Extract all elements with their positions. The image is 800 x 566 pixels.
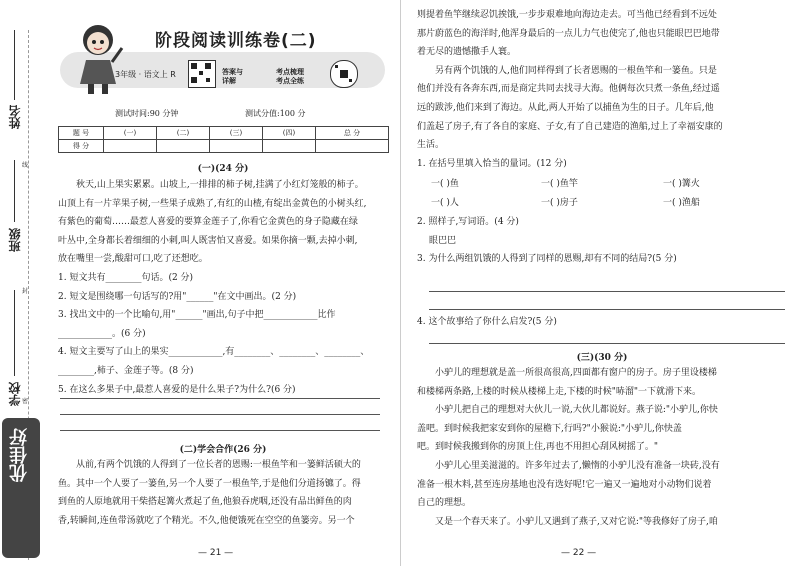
passage-line: 到鱼的人原地就用干柴搭起篝火煮起了鱼,他狼吞虎咽,还没有品出鲜鱼的肉 (58, 497, 352, 508)
score-table-score-row (59, 140, 389, 153)
passage-line: 他们并没有各奔东西,而是商定共同去找寻大海。他俩每次只煮一条鱼,经过遥 (417, 84, 720, 95)
score-cell: (一) (104, 127, 157, 140)
passage-line: 放在嘴里一尝,酸甜可口,吃了还想吃。 (58, 254, 208, 265)
passage-line: 小驴儿的理想就是盖一所很高很高,四面都有窗户的房子。房子里设楼梯 (435, 368, 717, 378)
score-entry-cell[interactable] (316, 140, 389, 153)
answer-line[interactable] (429, 343, 785, 344)
answer-label-line2: 详解 (222, 77, 236, 85)
seal-tag-line: 线 (22, 162, 29, 169)
question-4: 4. 短文主要写了山上的果实____________,有________、________、________、 (58, 347, 370, 358)
measure-word-item[interactable]: 一( )渔船 (663, 198, 700, 208)
passage-line: 着无尽的遗憾撒手人寰。 (417, 47, 517, 58)
measure-word-item[interactable]: 一( )鱼 (431, 179, 459, 189)
passage-line: 山顶上有一片苹果子树,一些果子成熟了,有红的山楂,有绽出金黄色的小树头红, (58, 198, 367, 209)
qr-code-round-icon (330, 60, 358, 88)
score-cell: (四) (263, 127, 316, 140)
worksheet-title: 阶段阅读训练卷(二) (155, 31, 317, 51)
score-cell: 总 分 (316, 127, 389, 140)
passage-line: 小驴儿把自己的理想对大伙儿一说,大伙儿都说好。燕子说:"小驴儿,你快 (435, 405, 718, 416)
question-1: 1. 短文共有________句话。(2 分) (58, 272, 194, 283)
question-5: 5. 在这么多果子中,最惹人喜爱的是什么果子?为什么?(6 分) (58, 384, 296, 395)
passage-line: 吧。到时候我搬到你的房顶上住,再也不用担心刮风树摇了。" (417, 442, 659, 453)
review-label-line2: 考点全练 (276, 77, 304, 85)
question-3: 3. 为什么两组饥饿的人得到了同样的恩赐,却有不同的结局?(5 分) (417, 254, 677, 265)
passage-line: 远的跋涉,他们来到了海边。从此,两人开始了以捕鱼为生的日子。几年后,他 (417, 102, 714, 113)
passage-line: 盖吧。到时候我把家安到你的屋檐下,行吗?"小猴说:"小驴儿,你快盖 (417, 423, 682, 434)
passage-line: 又是一个春天来了。小驴儿又遇到了燕子,又对它说:"等我修好了房子,咱 (435, 516, 718, 527)
class-line (14, 160, 15, 222)
page-number-right: — 22 — (561, 548, 597, 558)
score-cell: 得 分 (59, 140, 104, 153)
passage-line: 秋天,山上果实累累。山坡上,一排排的柿子树,挂满了小红灯笼般的柿子。 (76, 180, 364, 190)
measure-word-item[interactable]: 一( )篝火 (663, 179, 700, 189)
right-page (400, 0, 800, 566)
passage-line: 鱼。其中一个人要了一篓鱼,另一个人要了一根鱼竿,于是他们分道扬镳了。得 (58, 478, 361, 489)
measure-word-item[interactable]: 一( )人 (431, 198, 459, 208)
answer-line[interactable] (60, 430, 380, 431)
binding-sidebar (0, 0, 44, 566)
review-label (276, 68, 304, 86)
answer-label (222, 68, 243, 86)
worksheet-header (60, 16, 385, 98)
passage-line: 则提着鱼竿继续忍饥挨饿,一步步艰难地向海边走去。可当他已经看到不远处 (417, 10, 717, 20)
score-entry-cell[interactable] (104, 140, 157, 153)
class-label: 班级 (8, 228, 22, 252)
score-cell: 题 号 (59, 127, 104, 140)
review-label-line1: 考点梳理 (276, 68, 304, 76)
score-cell: (二) (157, 127, 210, 140)
question-3: 3. 找出文中的一个比喻句,用"______"画出,句子中把____________比作 (58, 310, 336, 321)
question-2: 2. 照样子,写词语。(4 分) (417, 217, 519, 227)
section2-passage (58, 456, 394, 530)
page-number-left: — 21 — (198, 548, 234, 558)
answer-label-line1: 答案与 (222, 68, 243, 76)
score-entry-cell[interactable] (210, 140, 263, 153)
brand-text: 优佳好 (9, 428, 30, 482)
score-table-header-row (59, 127, 389, 140)
question-4-cont: ________,柿子、金莲子等。(8 分) (58, 365, 194, 376)
section1-passage (58, 176, 394, 399)
question-2: 2. 短文是围绕哪一句话写的?用"______"在文中画出。(2 分) (58, 291, 297, 302)
name-label: 姓名 (8, 105, 22, 129)
passage-line: 准备一根木料,甚至连房基地也没有选好呢!它一遍又一遍地对小动物们说着 (417, 479, 712, 490)
passage-line: 香,转瞬间,连鱼带汤就吃了个精光。不久,他便饿死在空空的鱼篓旁。另一个 (58, 515, 355, 526)
school-label: 学校 (8, 382, 22, 406)
answer-line[interactable] (429, 291, 785, 292)
measure-word-item[interactable]: 一( )房子 (541, 198, 578, 208)
section1-title: (一)(24 分) (197, 164, 249, 174)
school-line (14, 290, 15, 376)
test-score: 测试分值:100 分 (245, 109, 306, 118)
answer-line[interactable] (429, 309, 785, 310)
question-4: 4. 这个故事给了你什么启发?(5 分) (417, 317, 557, 327)
name-line (14, 30, 15, 100)
qr-code-icon (188, 60, 216, 88)
score-entry-cell[interactable] (157, 140, 210, 153)
section3-passage (417, 364, 795, 531)
passage-line: 另有两个饥饿的人,他们同样得到了长者恩赐的一根鱼竿和一篓鱼。只是 (435, 65, 717, 76)
passage-line: 小驴儿心里美滋滋的。许多年过去了,懒惰的小驴儿没有准备一块砖,没有 (435, 460, 720, 471)
cartoon-girl-icon (70, 18, 126, 96)
test-time: 测试时间:90 分钟 (115, 109, 179, 118)
word-example: 眼巴巴 (429, 235, 457, 246)
passage-line: 有紫色的葡萄……最惹人喜爱的要算金莲子了,你看它金黄色的身子隐藏在绿 (58, 217, 358, 228)
measure-word-item[interactable]: 一( )鱼竿 (541, 179, 578, 189)
seal-tag-secret: 密 (22, 398, 29, 405)
grade-label: 3年级 · 语文上 R (115, 70, 176, 79)
score-table (58, 126, 389, 153)
question-1: 1. 在括号里填入恰当的量词。(12 分) (417, 158, 567, 169)
passage-line: 生活。 (417, 140, 445, 151)
section3-title: (三)(30 分) (576, 353, 628, 363)
passage-line: 那片蔚蓝色的海洋时,他浑身最后的一点儿力气也使完了,他也只能眼巴巴地带 (417, 28, 720, 39)
passage-line: 们盖起了房子,有了各自的家庭、子女,有了自己建造的渔船,过上了幸福安康的 (417, 121, 723, 132)
section2-title: (二)学会合作(26 分) (179, 445, 267, 455)
score-entry-cell[interactable] (263, 140, 316, 153)
question-3-cont: ____________。(6 分) (58, 328, 146, 339)
passage-line: 叶丛中,全身都长着细细的小刺,叫人既害怕又喜爱。如果你摘一颗,去掉小刺, (58, 235, 358, 246)
question-2-block (417, 213, 795, 269)
passage-line: 和楼梯两条路,上楼的时候从楼梯上走,下楼的时候"哧溜"一下就滑下来。 (417, 386, 702, 397)
passage-line: 自己的理想。 (417, 498, 472, 509)
passage-line: 从前,有两个饥饿的人得到了一位长者的恩赐:一根鱼竿和一篓鲜活硕大的 (76, 460, 361, 470)
section2-passage-cont (417, 6, 795, 173)
seal-tag-seal: 封 (22, 288, 29, 295)
score-cell: (三) (210, 127, 263, 140)
answer-line[interactable] (60, 398, 380, 399)
answer-line[interactable] (60, 414, 380, 415)
brand-logo (2, 418, 40, 558)
